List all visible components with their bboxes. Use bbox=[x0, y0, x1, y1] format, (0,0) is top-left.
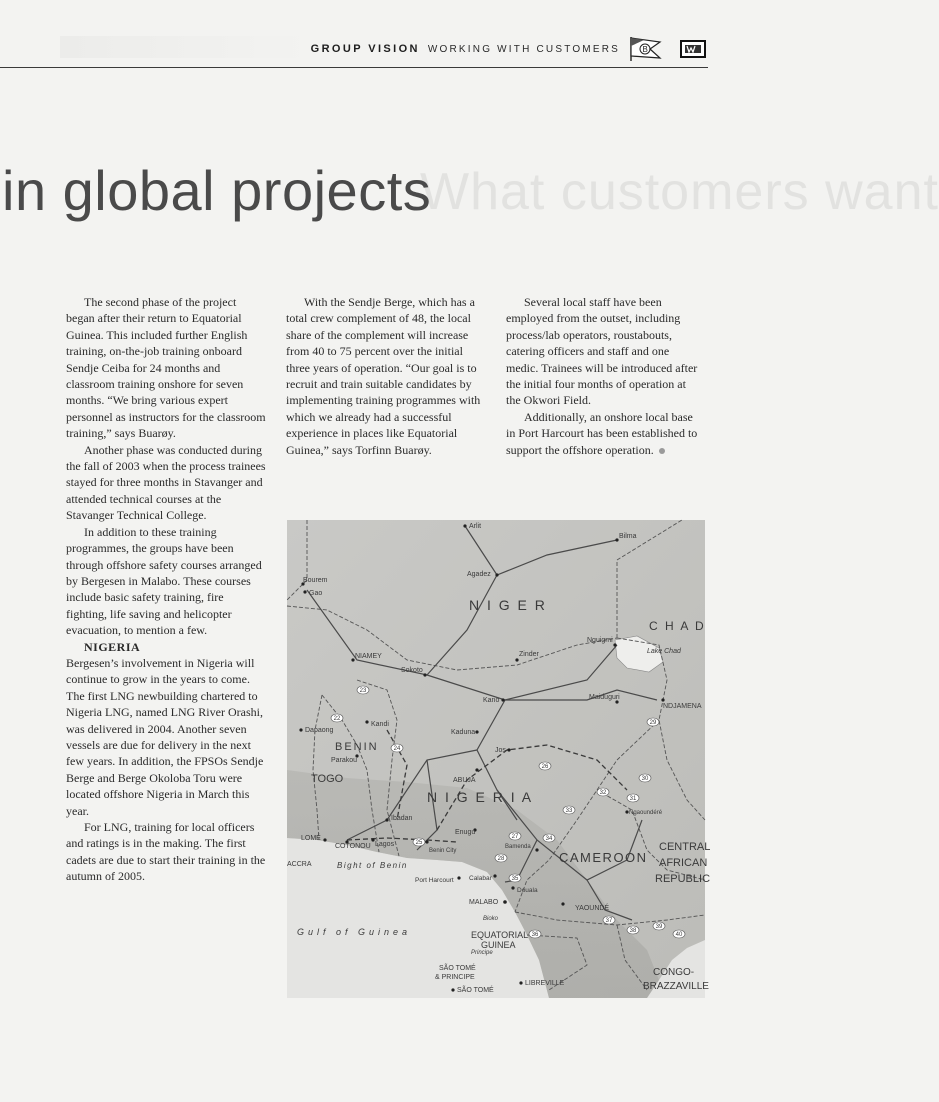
city-label: LOMÉ bbox=[301, 835, 321, 842]
route-marker bbox=[653, 922, 665, 930]
text-column-2 bbox=[286, 294, 486, 458]
header-section: GROUP VISION bbox=[310, 43, 420, 55]
city-label: MALABO bbox=[469, 899, 499, 906]
svg-text:24: 24 bbox=[393, 746, 401, 752]
route-marker bbox=[627, 794, 639, 802]
country-label: CONGO- bbox=[653, 967, 695, 978]
svg-text:31: 31 bbox=[629, 796, 637, 802]
page-title: in global projects bbox=[2, 159, 432, 222]
city-label: Douala bbox=[517, 887, 538, 894]
city-label: Bourem bbox=[303, 577, 328, 584]
city-label: Bioko bbox=[483, 916, 499, 922]
route-marker bbox=[509, 874, 521, 882]
page-header bbox=[311, 36, 706, 62]
country-label: CENTRAL bbox=[659, 841, 711, 853]
city-label: Benin City bbox=[429, 848, 457, 854]
country-label: REPUBLIC bbox=[655, 873, 711, 885]
facing-page-shadow bbox=[60, 36, 310, 58]
country-label: GUINEA bbox=[481, 940, 516, 950]
route-marker bbox=[391, 744, 403, 752]
city-label: YAOUNDÉ bbox=[575, 905, 610, 912]
map-svg bbox=[287, 520, 711, 998]
svg-text:B: B bbox=[642, 45, 648, 54]
route-marker bbox=[413, 838, 425, 846]
paragraph: Several local staff have been employed from the outset, including process/lab operators, roustabouts, catering officers and staff and one medic. Trainees will be introduced after the initial four months of operation at the Okwori Field. bbox=[506, 295, 698, 408]
svg-text:23: 23 bbox=[359, 688, 367, 694]
section-heading-nigeria: NIGERIA bbox=[84, 639, 141, 654]
svg-text:38: 38 bbox=[629, 928, 637, 934]
text-column-3 bbox=[506, 294, 702, 458]
city-label: NIAMEY bbox=[355, 653, 382, 660]
ghost-heading: What customers want bbox=[420, 163, 939, 221]
route-marker bbox=[673, 930, 685, 938]
route-marker bbox=[331, 714, 343, 722]
country-label: N I G E R bbox=[469, 597, 547, 613]
city-label: Agadez bbox=[467, 571, 491, 578]
text-column-1 bbox=[66, 294, 266, 885]
water-label: Lake Chad bbox=[647, 648, 681, 655]
city-label: ABUJA bbox=[453, 777, 476, 784]
city-label: Kandi bbox=[371, 721, 389, 728]
route-marker bbox=[639, 774, 651, 782]
bergesen-flag-logo-icon bbox=[628, 36, 662, 62]
city-label: Kano bbox=[483, 697, 500, 704]
country-label: N I G E R I A bbox=[427, 789, 534, 805]
route-marker bbox=[597, 788, 609, 796]
country-label: & PRINCIPE bbox=[435, 974, 475, 981]
city-label: Enugu bbox=[455, 829, 476, 836]
paragraph: The second phase of the project began after their return to Equatorial Guinea. This included further English training, on-the-job training onboard Sendje Ceiba for 24 months and classroom training onshore for seven months. “We bring various expert personnel as instructors for the classroom training,” says Buarøy. bbox=[66, 295, 266, 441]
paragraph: With the Sendje Berge, which has a total crew complement of 48, the local share of the complement will increase from 40 to 75 percent over the initial three years of operation. “Our goal is to recruit and train suitable candidates by implementing training programmes with which we already had a successful experience in places like Equatorial Guinea,” says Torfinn Buarøy. bbox=[286, 295, 481, 457]
svg-text:22: 22 bbox=[333, 716, 341, 722]
paragraph bbox=[506, 409, 702, 458]
paragraph: In addition to these training programmes, the groups have been through offshore safety courses arranged by Bergesen in Malabo. These courses include basic safety training, fire fighting, life saving and helicopter evacuation, to mention a few. bbox=[66, 524, 262, 638]
svg-text:40: 40 bbox=[675, 932, 683, 938]
header-rule bbox=[0, 67, 708, 68]
city-label: Bamenda bbox=[505, 844, 531, 850]
city-label: Calabar bbox=[469, 875, 492, 882]
city-label: SÃO TOMÉ bbox=[457, 987, 494, 994]
svg-text:37: 37 bbox=[605, 918, 613, 924]
svg-text:28: 28 bbox=[497, 856, 505, 862]
city-label: Port Harcourt bbox=[415, 877, 454, 884]
city-label: COTONOU bbox=[335, 843, 371, 850]
route-marker bbox=[603, 916, 615, 924]
paragraph: For LNG, training for local officers and ratings is in the making. The first cadets are due to start their training in the autumn of 2005. bbox=[66, 820, 266, 884]
route-marker bbox=[563, 806, 575, 814]
route-marker bbox=[529, 930, 541, 938]
svg-text:39: 39 bbox=[655, 924, 663, 930]
city-label: Dapaong bbox=[305, 727, 334, 734]
city-label: Ngaoundéré bbox=[629, 810, 663, 816]
w-box-logo-icon bbox=[680, 40, 706, 58]
country-label: BENIN bbox=[335, 741, 379, 753]
city-label: Lagos bbox=[375, 841, 395, 848]
svg-text:32: 32 bbox=[599, 790, 607, 796]
svg-text:36: 36 bbox=[531, 932, 539, 938]
paragraph: Bergesen’s involvement in Nigeria will continue to grow in the years to come. The first LNG newbuilding chartered to Nigeria LNG, named LNG River Orashi, was delivered in 2004. Another seven vessels are due for delivery in the next few years. In addition, the FPSOs Sendje Berge and Berge Okoloba Toru were located offshore Nigeria in March this year. bbox=[66, 655, 264, 818]
city-label: Zinder bbox=[519, 651, 539, 658]
country-label: TOGO bbox=[311, 773, 344, 785]
end-mark-icon bbox=[659, 448, 665, 454]
country-label: AFRICAN bbox=[659, 857, 708, 869]
country-label: CAMEROON bbox=[559, 850, 648, 865]
country-label: BRAZZAVILLE bbox=[643, 981, 709, 992]
water-label: Bight of Benin bbox=[337, 861, 408, 870]
route-marker bbox=[627, 926, 639, 934]
route-marker bbox=[647, 718, 659, 726]
city-label: Nguigmi bbox=[587, 637, 613, 644]
svg-text:26: 26 bbox=[541, 764, 549, 770]
svg-text:25: 25 bbox=[415, 840, 423, 846]
west-africa-map bbox=[287, 520, 711, 998]
svg-text:33: 33 bbox=[565, 808, 573, 814]
route-marker bbox=[509, 832, 521, 840]
city-label: ACCRA bbox=[287, 861, 312, 868]
city-label: Principe bbox=[471, 950, 493, 956]
city-label: NDJAMENA bbox=[663, 703, 702, 710]
route-marker bbox=[539, 762, 551, 770]
country-label: C H A D bbox=[649, 619, 706, 633]
city-label: Maiduguri bbox=[589, 694, 620, 701]
city-label: Sokoto bbox=[401, 667, 423, 674]
city-label: LIBREVILLE bbox=[525, 980, 565, 987]
country-label: SÃO TOMÉ bbox=[439, 965, 476, 972]
route-marker bbox=[543, 834, 555, 842]
country-label: EQUATORIAL bbox=[471, 930, 529, 940]
svg-text:30: 30 bbox=[641, 776, 649, 782]
city-label: Bilma bbox=[619, 533, 637, 540]
paragraph: Another phase was conducted during the fall of 2003 when the process trainees stayed for three months in Stavanger and attended technical courses at the Stavanger Technical College. bbox=[66, 442, 266, 523]
route-marker bbox=[357, 686, 369, 694]
city-label: Gao bbox=[309, 590, 323, 597]
svg-text:35: 35 bbox=[511, 876, 519, 882]
city-label: Ibadan bbox=[391, 815, 413, 822]
city-label: Kaduna bbox=[451, 729, 476, 736]
water-label: Gulf of Guinea bbox=[297, 927, 412, 937]
svg-text:34: 34 bbox=[545, 836, 553, 842]
svg-text:27: 27 bbox=[511, 834, 519, 840]
city-label: Arlit bbox=[469, 523, 482, 530]
city-label: Parakou bbox=[331, 757, 358, 764]
paragraph-text: Additionally, an onshore local base in Port Harcourt has been established to support the offshore operation. bbox=[506, 409, 698, 457]
route-marker bbox=[495, 854, 507, 862]
city-label: Jos bbox=[495, 747, 506, 754]
header-subsection: WORKING WITH CUSTOMERS bbox=[427, 43, 620, 55]
svg-text:29: 29 bbox=[649, 720, 657, 726]
